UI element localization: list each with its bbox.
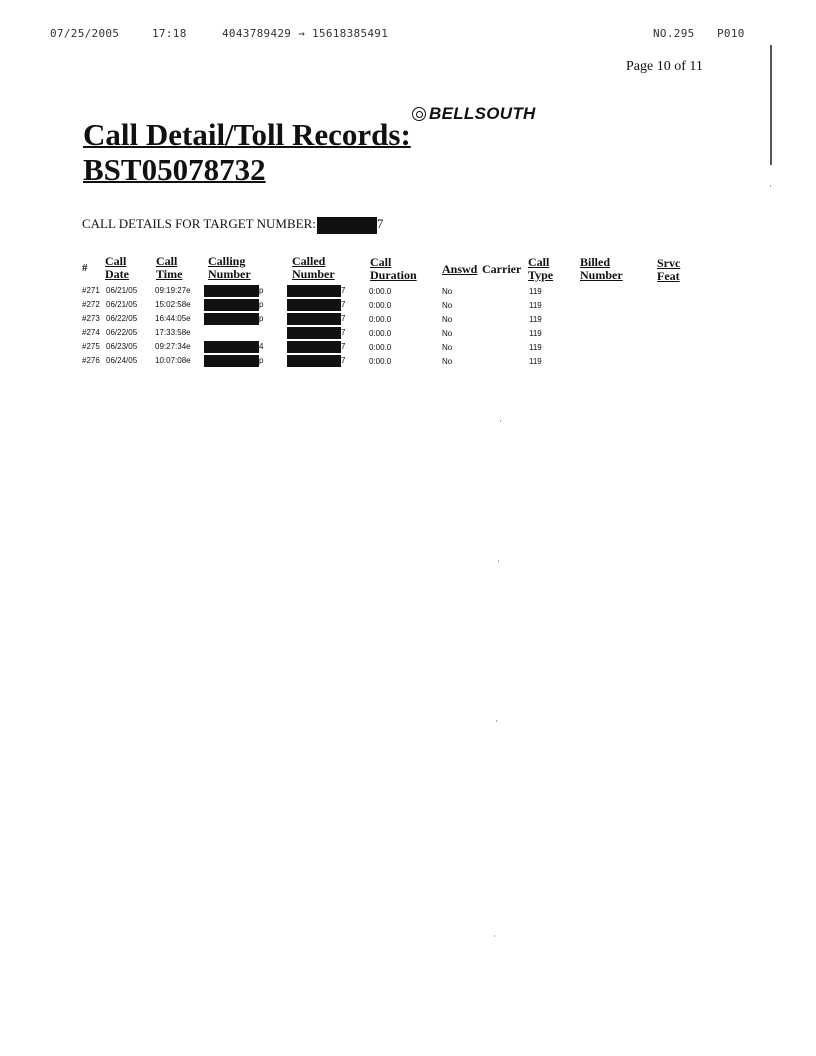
page-title bbox=[83, 117, 411, 187]
calling-suffix: p bbox=[259, 300, 264, 309]
col-call-time: Call Time bbox=[156, 254, 183, 281]
table-row bbox=[0, 341, 816, 353]
table-row bbox=[0, 355, 816, 367]
calling-redaction bbox=[204, 313, 259, 325]
row-duration: 0:00.0 bbox=[369, 343, 392, 352]
bellsouth-bell-icon bbox=[412, 107, 426, 121]
col-carrier: Carrier bbox=[482, 262, 522, 276]
page-number: Page 10 of 11 bbox=[626, 59, 703, 74]
calling-redaction bbox=[204, 341, 259, 353]
col-srvc-feat: Srvc Feat bbox=[657, 256, 681, 283]
row-date: 06/22/05 bbox=[106, 328, 138, 337]
row-answered: No bbox=[442, 287, 453, 296]
fax-number: NO.295 bbox=[653, 27, 695, 40]
calling-suffix: p bbox=[259, 356, 264, 365]
title-line-2: BST05078732 bbox=[83, 152, 266, 187]
scan-speck bbox=[498, 560, 499, 562]
called-suffix: 7 bbox=[341, 356, 346, 365]
row-date: 06/24/05 bbox=[106, 356, 138, 365]
fax-page-code: P010 bbox=[717, 27, 745, 40]
row-duration: 0:00.0 bbox=[369, 357, 392, 366]
row-answered: No bbox=[442, 343, 453, 352]
row-date: 06/23/05 bbox=[106, 342, 138, 351]
row-time: 17:33:58e bbox=[155, 328, 191, 337]
row-duration: 0:00.0 bbox=[369, 315, 392, 324]
redaction-block bbox=[317, 217, 377, 234]
scan-speck bbox=[500, 420, 501, 422]
row-time: 16:44:05e bbox=[155, 314, 191, 323]
row-answered: No bbox=[442, 301, 453, 310]
row-num: #272 bbox=[82, 300, 100, 309]
row-answered: No bbox=[442, 329, 453, 338]
row-time: 09:19:27e bbox=[155, 286, 191, 295]
col-call-type: Call Type bbox=[528, 255, 554, 282]
col-call-date: Call Date bbox=[105, 254, 129, 281]
col-answered: Answd bbox=[442, 262, 478, 276]
row-answered: No bbox=[442, 315, 453, 324]
called-redaction bbox=[287, 341, 341, 353]
called-redaction bbox=[287, 355, 341, 367]
called-suffix: 7 bbox=[341, 314, 346, 323]
row-type: 119 bbox=[529, 343, 542, 352]
calling-redaction bbox=[204, 299, 259, 311]
row-type: 119 bbox=[529, 329, 542, 338]
called-redaction bbox=[287, 285, 341, 297]
fax-date: 07/25/2005 bbox=[50, 27, 120, 40]
called-suffix: 7 bbox=[341, 342, 346, 351]
calling-suffix: p bbox=[259, 314, 264, 323]
row-duration: 0:00.0 bbox=[369, 301, 392, 310]
scan-speck bbox=[770, 185, 771, 187]
fax-route: 4043789429 → 15618385491 bbox=[222, 27, 389, 40]
row-type: 119 bbox=[529, 287, 542, 296]
row-time: 10:07:08e bbox=[155, 356, 191, 365]
row-duration: 0:00.0 bbox=[369, 287, 392, 296]
table-row bbox=[0, 327, 816, 339]
called-redaction bbox=[287, 327, 341, 339]
target-label: CALL DETAILS FOR TARGET NUMBER: bbox=[82, 216, 316, 231]
calling-redaction bbox=[204, 285, 259, 297]
col-num: # bbox=[82, 262, 88, 274]
col-called-number: Called Number bbox=[292, 254, 335, 281]
calling-redaction bbox=[204, 355, 259, 367]
logo-text: BELLSOUTH bbox=[429, 104, 536, 123]
table-row bbox=[0, 285, 816, 297]
called-suffix: 7 bbox=[341, 328, 346, 337]
col-call-duration: Call Duration bbox=[370, 255, 417, 282]
row-type: 119 bbox=[529, 315, 542, 324]
target-suffix: 7 bbox=[376, 216, 384, 231]
target-number-line bbox=[82, 216, 383, 234]
scan-edge-line bbox=[770, 45, 772, 165]
row-answered: No bbox=[442, 357, 453, 366]
scan-speck bbox=[494, 935, 495, 937]
col-calling-number: Calling Number bbox=[208, 254, 251, 281]
calling-suffix: 4 bbox=[259, 342, 264, 351]
col-billed-number: Billed Number bbox=[580, 255, 623, 282]
scan-speck bbox=[496, 720, 497, 722]
row-num: #271 bbox=[82, 286, 100, 295]
title-line-1: Call Detail/Toll Records: bbox=[83, 117, 411, 152]
called-suffix: 7 bbox=[341, 286, 346, 295]
table-row bbox=[0, 299, 816, 311]
row-type: 119 bbox=[529, 301, 542, 310]
called-redaction bbox=[287, 299, 341, 311]
row-num: #275 bbox=[82, 342, 100, 351]
row-duration: 0:00.0 bbox=[369, 329, 392, 338]
row-type: 119 bbox=[529, 357, 542, 366]
row-date: 06/21/05 bbox=[106, 300, 138, 309]
table-row bbox=[0, 313, 816, 325]
row-time: 09:27:34e bbox=[155, 342, 191, 351]
row-num: #273 bbox=[82, 314, 100, 323]
calling-suffix: p bbox=[259, 286, 264, 295]
row-num: #276 bbox=[82, 356, 100, 365]
row-date: 06/21/05 bbox=[106, 286, 138, 295]
row-time: 15:02:58e bbox=[155, 300, 191, 309]
fax-time: 17:18 bbox=[152, 27, 187, 40]
row-num: #274 bbox=[82, 328, 100, 337]
row-date: 06/22/05 bbox=[106, 314, 138, 323]
called-redaction bbox=[287, 313, 341, 325]
called-suffix: 7 bbox=[341, 300, 346, 309]
bellsouth-logo bbox=[412, 104, 536, 124]
